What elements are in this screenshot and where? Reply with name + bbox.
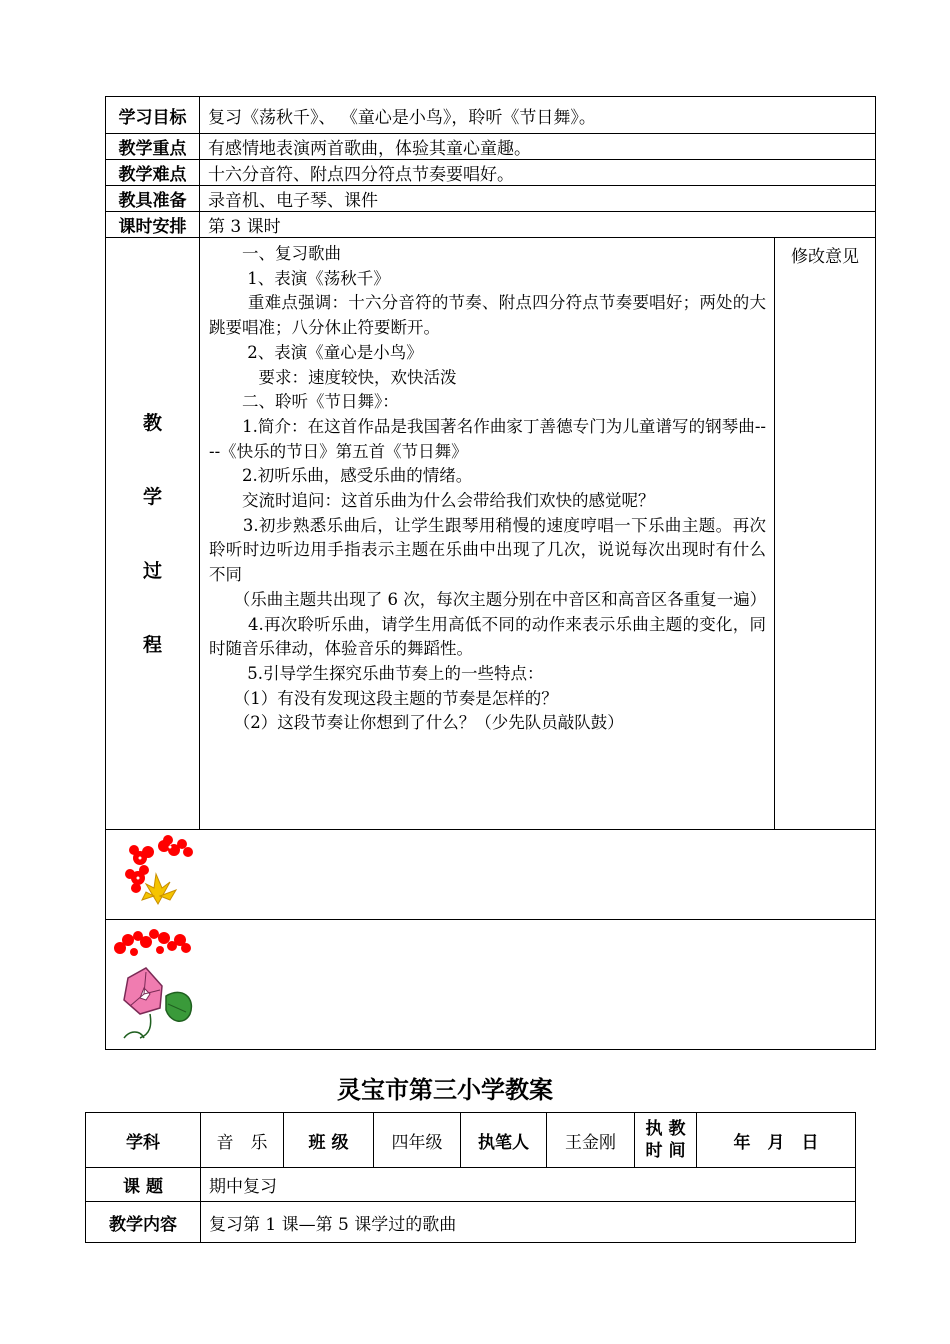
tools-label: 教具准备 [106,186,200,212]
content-label: 教学内容 [86,1202,201,1243]
author-value: 王金刚 [547,1113,635,1168]
lesson-plan-table [105,96,876,1050]
topic-label: 课 题 [86,1168,201,1202]
process-line: 要求：速度较快，欢快活泼 [209,367,457,387]
process-content [200,238,775,830]
schedule-label: 课时安排 [106,212,200,238]
process-line: 交流时追问：这首乐曲为什么会带给我们欢快的感觉呢？ [209,491,655,511]
process-line: （1）有没有发现这段主题的节奏是怎样的？ [209,688,558,708]
process-line: 2.初听乐曲，感受乐曲的情绪。 [209,466,473,486]
process-line: 3.初步熟悉乐曲后，让学生跟琴用稍慢的速度哼唱一下乐曲主题。再次聆听时边听边用手指表示主题在乐曲中出现了几次，说说每次出现时有什么不同 [209,515,766,585]
teach-time-label-line: 时 间 [645,1141,686,1161]
schedule-value: 第 3 课时 [200,212,876,238]
process-line: 5.引导学生探究乐曲节奏上的一些特点： [209,663,544,683]
tools-value: 录音机、电子琴、课件 [200,186,876,212]
process-line: 1.简介：在这首作品是我国著名作曲家丁善德专门为儿童谱写的钢琴曲----《快乐的节日》第五首《节日舞》 [209,416,766,461]
page-title: 灵宝市第三小学教案 [337,1076,553,1104]
topic-value: 期中复习 [201,1168,856,1202]
process-char: 学 [142,485,162,508]
process-line: 1、表演《荡秋千》 [209,268,390,288]
process-line: 4.再次聆听乐曲，请学生用高低不同的动作来表示乐曲主题的变化，同时随音乐律动，体验音乐的舞蹈性。 [209,614,766,659]
process-char: 程 [142,633,162,656]
decoration-cell [106,830,876,920]
teach-time-label-line: 执 教 [645,1119,686,1139]
subject-value: 音 乐 [201,1113,284,1168]
decoration-cell [106,920,876,1050]
difficulty-label: 教学难点 [106,160,200,186]
goal-label: 学习目标 [106,97,200,134]
key-point-label: 教学重点 [106,134,200,160]
process-char: 过 [142,559,162,582]
author-label: 执笔人 [461,1113,547,1168]
date-value: 年 月 日 [697,1113,856,1168]
process-line: （2）这段节奏让你想到了什么？（少先队员敲队鼓） [209,713,624,733]
subject-label: 学科 [86,1113,201,1168]
remark-column: 修改意见 [775,238,876,830]
content-value: 复习第 1 课—第 5 课学过的歌曲 [201,1202,856,1243]
process-line: 2、表演《童心是小鸟》 [209,342,423,362]
process-line: 一、复习歌曲 [209,244,341,263]
difficulty-value: 十六分音符、附点四分符点节奏要唱好。 [200,160,876,186]
process-line: （乐曲主题共出现了 6 次，每次主题分别在中音区和高音区各重复一遍） [209,589,767,609]
goal-value: 复习《荡秋千》、 《童心是小鸟》，聆听《节日舞》。 [200,97,876,134]
key-point-value: 有感情地表演两首歌曲，体验其童心童趣。 [200,134,876,160]
process-label [106,238,200,830]
teach-time-label [635,1113,697,1168]
process-line: 重难点强调：十六分音符的节奏、附点四分符点节奏要唱好；两处的大跳要唱准；八分休止符要断开。 [209,293,766,338]
morning-glory-icon [110,926,200,1044]
process-line: 二、聆听《节日舞》： [209,392,399,412]
class-label: 班 级 [284,1113,374,1168]
lesson-header-table [85,1112,856,1243]
process-char: 教 [142,411,162,434]
red-flowers-yellow-leaf-icon [118,834,198,914]
class-value: 四年级 [374,1113,461,1168]
